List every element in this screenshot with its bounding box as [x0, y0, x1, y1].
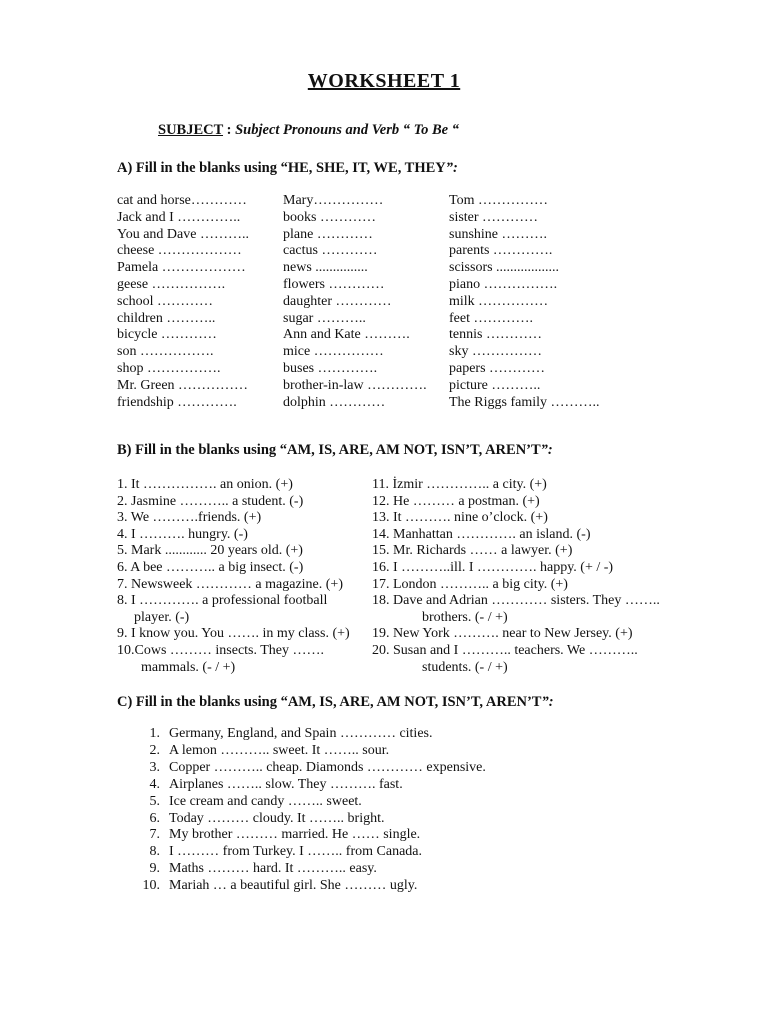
list-item: bicycle …………: [117, 327, 217, 343]
exercise-item: 16. I ………..ill. I …………. happy. (+ / -): [372, 559, 614, 575]
section-c-heading-text: C) Fill in the blanks using “AM, IS, ARE, AM NOT, ISN’T, AREN’T: [117, 694, 542, 710]
item-number: 3.: [149, 759, 160, 775]
list-item: daughter …………: [283, 293, 392, 309]
item-number: 8.: [149, 844, 160, 860]
list-item: Ann and Kate ……….: [283, 327, 410, 343]
numbered-item: [138, 777, 486, 794]
list-item: Tom ……………: [449, 193, 548, 208]
section-b-right-column: [372, 477, 660, 676]
item-text: My brother ……… married. He …… single.: [169, 827, 421, 843]
list-item: feet ………….: [449, 310, 533, 326]
section-c-list: [138, 726, 486, 895]
section-a-heading-text: A) Fill in the blanks using “HE, SHE, IT, WE, THEY: [117, 160, 446, 176]
item-number: 2.: [149, 742, 160, 758]
exercise-item: 5. Mark ............ 20 years old. (+): [117, 543, 303, 559]
section-b-left-column: [117, 477, 350, 676]
list-item: flowers …………: [283, 276, 385, 292]
item-text: Today ……… cloudy. It …….. bright.: [169, 810, 385, 826]
list-item: Mary……………: [283, 193, 384, 208]
numbered-item: [138, 743, 486, 760]
exercise-item-continuation: students. (- / +): [422, 659, 508, 675]
subject-text: Subject Pronouns and Verb “ To Be “: [235, 122, 459, 138]
item-text: Ice cream and candy …….. sweet.: [169, 793, 362, 809]
list-item: friendship ………….: [117, 394, 237, 410]
item-text: Copper ……….. cheap. Diamonds ………… expensive.: [169, 759, 486, 775]
item-text: Mariah … a beautiful girl. She ……… ugly.: [169, 878, 418, 894]
exercise-item: 14. Manhattan …………. an island. (-): [372, 526, 591, 542]
numbered-item: [138, 726, 486, 743]
item-text: I ……… from Turkey. I …….. from Canada.: [169, 844, 423, 860]
item-text: Germany, England, and Spain ………… cities.: [169, 726, 433, 741]
list-item: son …………….: [117, 344, 214, 360]
exercise-item: 1. It ……………. an onion. (+): [117, 477, 293, 492]
section-a-heading: [117, 160, 458, 177]
numbered-item: [138, 811, 486, 828]
exercise-item: 12. He ……… a postman. (+): [372, 493, 540, 509]
list-item: The Riggs family ………..: [449, 394, 600, 410]
item-text: Airplanes …….. slow. They ………. fast.: [169, 776, 403, 792]
exercise-item: 18. Dave and Adrian ………… sisters. They ……..: [372, 593, 660, 609]
subject-label: SUBJECT: [158, 122, 224, 138]
list-item: cactus …………: [283, 243, 378, 259]
numbered-item: [138, 861, 486, 878]
list-item: tennis …………: [449, 327, 542, 343]
list-item: news ...............: [283, 260, 368, 276]
item-text: Maths ……… hard. It ……….. easy.: [169, 861, 377, 877]
exercise-item: 11. İzmir ………….. a city. (+): [372, 477, 547, 492]
list-item: plane …………: [283, 226, 373, 242]
exercise-item-continuation: mammals. (- / +): [141, 659, 236, 675]
section-a-heading-quote: ”:: [445, 160, 458, 176]
exercise-item: 9. I know you. You ……. in my class. (+): [117, 626, 350, 642]
worksheet-title: WORKSHEET 1: [307, 70, 461, 92]
exercise-item: 13. It ………. nine o’clock. (+): [372, 510, 548, 526]
numbered-item: [138, 827, 486, 844]
numbered-item: [138, 878, 486, 895]
list-item: milk ……………: [449, 293, 549, 309]
list-item: shop …………….: [117, 360, 221, 376]
item-number: 6.: [149, 810, 160, 826]
exercise-item: 15. Mr. Richards …… a lawyer. (+): [372, 543, 573, 559]
exercise-item: 7. Newsweek ………… a magazine. (+): [117, 576, 343, 592]
list-item: Pamela ………………: [117, 260, 246, 276]
list-item: sunshine ……….: [449, 226, 547, 242]
list-item: Mr. Green ……………: [117, 377, 249, 393]
item-number: 7.: [149, 827, 160, 843]
section-a-column-3: [449, 193, 600, 411]
exercise-item: 20. Susan and I ……….. teachers. We ………..: [372, 642, 638, 658]
list-item: sky ……………: [449, 344, 542, 360]
item-number: 9.: [149, 861, 160, 877]
exercise-item: 4. I ………. hungry. (-): [117, 526, 248, 542]
exercise-item: 17. London ……….. a big city. (+): [372, 576, 568, 592]
exercise-item: 2. Jasmine ……….. a student. (-): [117, 493, 304, 509]
list-item: piano …………….: [449, 276, 558, 292]
subject-colon: :: [223, 122, 236, 138]
item-number: 5.: [149, 793, 160, 809]
list-item: picture ………..: [449, 377, 541, 393]
list-item: dolphin …………: [283, 394, 386, 410]
numbered-item: [138, 760, 486, 777]
section-a-column-2: [283, 193, 427, 411]
exercise-item: 6. A bee ……….. a big insect. (-): [117, 559, 304, 575]
section-b-heading-text: B) Fill in the blanks using “AM, IS, ARE, AM NOT, ISN’T, AREN’T: [117, 442, 541, 458]
list-item: cheese ………………: [117, 243, 242, 259]
item-number: 10.: [142, 878, 160, 894]
item-text: A lemon ……….. sweet. It …….. sour.: [169, 742, 390, 758]
numbered-item: [138, 794, 486, 811]
list-item: cat and horse…………: [117, 193, 247, 208]
list-item: mice ……………: [283, 344, 384, 360]
list-item: geese …………….: [117, 276, 226, 292]
section-c-heading-quote: ”:: [541, 694, 554, 710]
list-item: school …………: [117, 293, 214, 309]
exercise-item: 10.Cows ……… insects. They …….: [117, 642, 325, 658]
list-item: buses ………….: [283, 360, 378, 376]
section-c-heading: [117, 694, 554, 711]
item-number: 1.: [149, 726, 160, 741]
list-item: brother-in-law ………….: [283, 377, 427, 393]
list-item: Jack and I …………..: [117, 209, 241, 225]
list-item: papers …………: [449, 360, 546, 376]
exercise-item: 19. New York ………. near to New Jersey. (+): [372, 626, 633, 642]
list-item: parents ………….: [449, 243, 553, 259]
exercise-item: 3. We ……….friends. (+): [117, 510, 262, 526]
numbered-item: [138, 844, 486, 861]
list-item: scissors ..................: [449, 260, 560, 276]
section-b-heading-quote: ”:: [540, 442, 553, 458]
list-item: sugar ………..: [283, 310, 366, 326]
subject-line: [158, 122, 459, 139]
item-number: 4.: [149, 776, 160, 792]
list-item: children ………..: [117, 310, 216, 326]
list-item: You and Dave ………..: [117, 226, 249, 242]
section-a-column-1: [117, 193, 249, 411]
list-item: sister …………: [449, 209, 539, 225]
section-b-heading: [117, 442, 553, 459]
exercise-item-continuation: brothers. (- / +): [422, 609, 508, 625]
list-item: books …………: [283, 209, 376, 225]
exercise-item-continuation: player. (-): [134, 609, 190, 625]
exercise-item: 8. I …………. a professional football: [117, 593, 328, 609]
